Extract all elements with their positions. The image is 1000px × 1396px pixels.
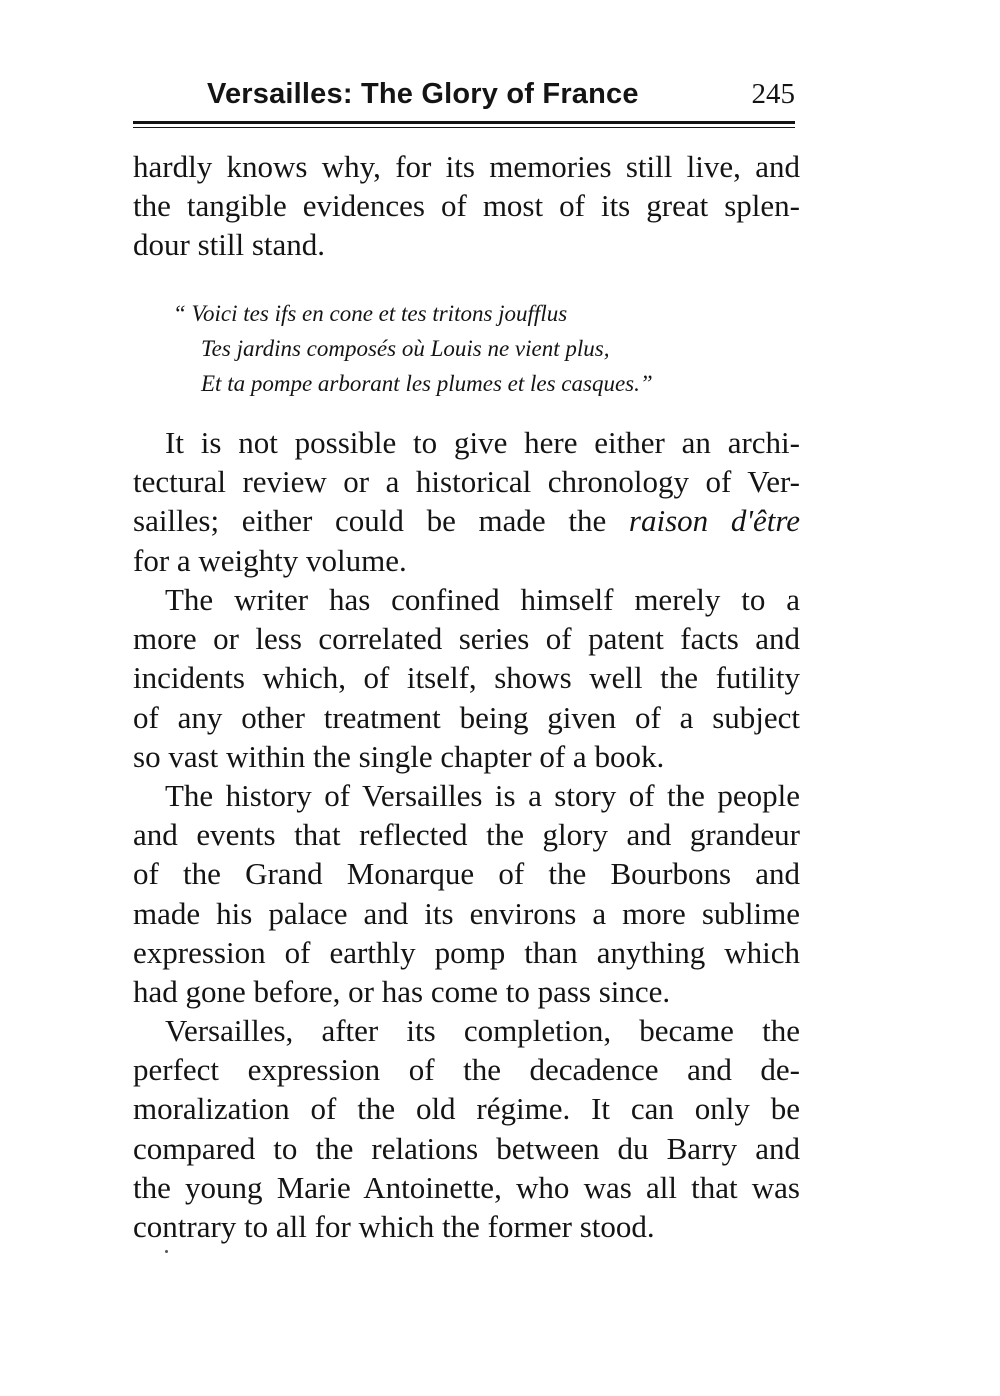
- paragraph-2: [133, 423, 800, 580]
- paragraph-line: so vast within the single chapter of a book.: [133, 738, 665, 774]
- paragraph-line: expression of earthly pomp than anything which: [133, 934, 800, 970]
- header-rule-thin: [133, 127, 795, 128]
- paragraph-line: moralization of the old régime. It can only be: [133, 1091, 800, 1127]
- paragraph-text: sailles; either could be made the: [133, 503, 607, 539]
- page-number: 245: [751, 78, 795, 110]
- running-head: [133, 72, 795, 120]
- paragraph-4: [133, 776, 800, 1011]
- header-rule-thick: [133, 121, 795, 124]
- paragraph-line: perfect expression of the decadence and de-: [133, 1052, 800, 1088]
- verse-line: Et ta pompe arborant les plumes et les casques.”: [201, 371, 653, 396]
- paragraph-line: compared to the relations between du Barry and: [133, 1130, 800, 1166]
- paragraph-line: Versailles, after its completion, became the: [165, 1013, 800, 1048]
- paragraph-line: the young Marie Antoinette, who was all that was: [133, 1169, 800, 1205]
- paragraph-line: It is not possible to give here either an archi-: [165, 425, 800, 460]
- running-title: Versailles: The Glory of France: [207, 78, 639, 110]
- paragraph-line: incidents which, of itself, shows well the futility: [133, 660, 800, 696]
- paragraph-line: of any other treatment being given of a subject: [133, 699, 800, 735]
- ink-speck: [165, 1250, 168, 1253]
- verse-line: “ Voici tes ifs en cone et tes tritons joufflus: [173, 301, 568, 326]
- paragraph-line: made his palace and its environs a more sublime: [133, 895, 800, 931]
- italic-phrase: raison d'être: [628, 503, 801, 539]
- paragraph-line: more or less correlated series of patent facts and: [133, 621, 800, 657]
- paragraph-3: [133, 580, 800, 776]
- paragraph-line: the tangible evidences of most of its great splen-: [133, 188, 800, 224]
- paragraph-5: [133, 1011, 800, 1246]
- paragraph-1: [133, 147, 800, 265]
- verse-quotation: [173, 296, 793, 401]
- verse-line: Tes jardins composés où Louis ne vient plus,: [201, 336, 610, 361]
- paragraph-line: hardly knows why, for its memories still live, and: [133, 149, 800, 184]
- paragraph-line: dour still stand.: [133, 227, 326, 263]
- paragraph-line: and events that reflected the glory and grandeur: [133, 817, 800, 853]
- paragraph-line: The writer has confined himself merely to a: [165, 582, 800, 617]
- book-page: [133, 0, 800, 1396]
- paragraph-line: tectural review or a historical chronology of Ver-: [133, 464, 800, 500]
- paragraph-line: had gone before, or has come to pass since.: [133, 974, 671, 1010]
- paragraph-line: of the Grand Monarque of the Bourbons and: [133, 856, 800, 892]
- paragraph-line: The history of Versailles is a story of the people: [165, 778, 800, 813]
- paragraph-line: [133, 501, 800, 540]
- paragraph-line: for a weighty volume.: [133, 542, 407, 578]
- paragraph-line: contrary to all for which the former stood.: [133, 1209, 655, 1245]
